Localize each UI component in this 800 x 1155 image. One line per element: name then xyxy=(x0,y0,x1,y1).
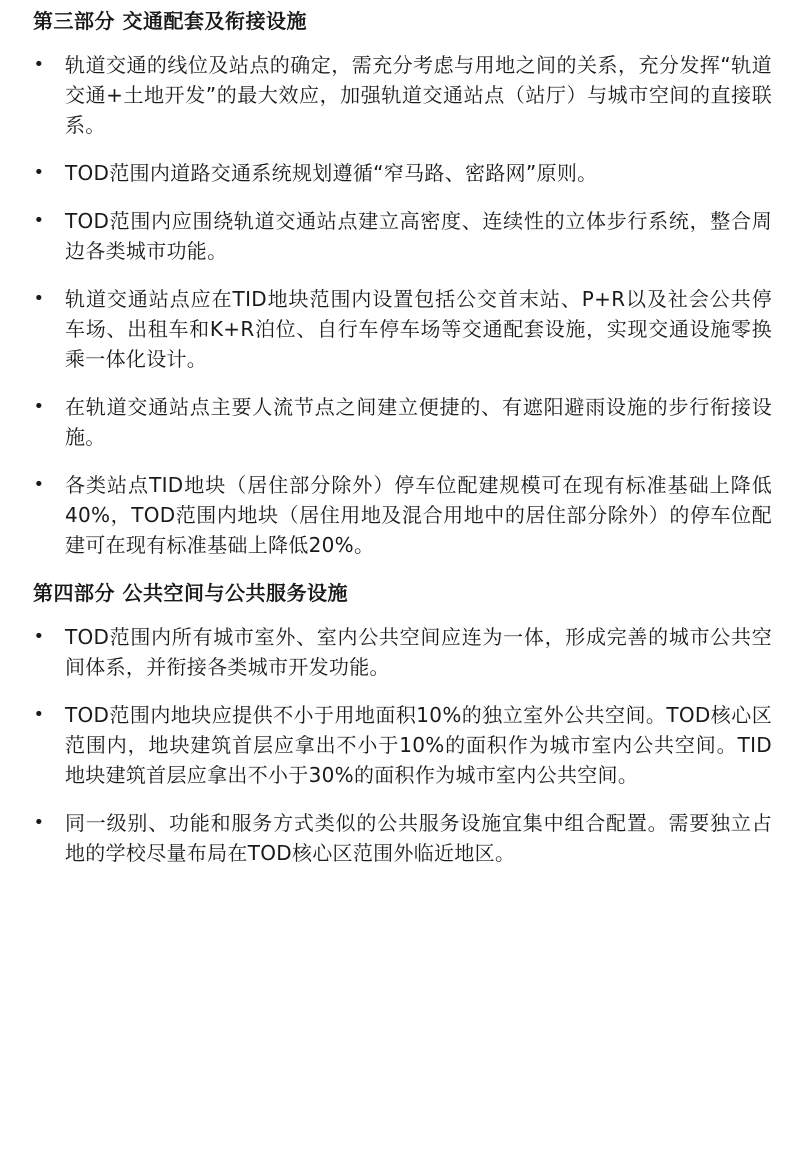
bullet-icon: • xyxy=(33,474,45,495)
list-item xyxy=(33,50,772,140)
list-item-text: 在轨道交通站点主要人流节点之间建立便捷的、有遮阳避雨设施的步行衔接设施。 xyxy=(65,395,772,449)
list-item xyxy=(33,392,772,452)
bullet-icon: • xyxy=(33,626,45,647)
list-item xyxy=(33,622,772,682)
bullet-icon: • xyxy=(33,812,45,833)
list-item-text: TOD范围内应围绕轨道交通站点建立高密度、连续性的立体步行系统，整合周边各类城市功能。 xyxy=(65,209,772,263)
list-item xyxy=(33,808,772,868)
bullet-icon: • xyxy=(33,54,45,75)
bullet-list-part-3 xyxy=(33,50,772,560)
bullet-icon: • xyxy=(33,210,45,231)
list-item-text: TOD范围内所有城市室外、室内公共空间应连为一体，形成完善的城市公共空间体系，并衔接各类城市开发功能。 xyxy=(65,625,772,679)
list-item-text: 轨道交通站点应在TID地块范围内设置包括公交首末站、P+R以及社会公共停车场、出租车和K+R泊位、自行车停车场等交通配套设施，实现交通设施零换乘一体化设计。 xyxy=(65,287,772,371)
list-item-text: TOD范围内道路交通系统规划遵循“窄马路、密路网”原则。 xyxy=(65,161,598,185)
section-title-part-4: 第四部分 公共空间与公共服务设施 xyxy=(33,581,348,605)
bullet-icon: • xyxy=(33,288,45,309)
bullet-icon: • xyxy=(33,396,45,417)
list-item xyxy=(33,158,772,188)
bullet-icon: • xyxy=(33,162,45,183)
list-item-text: 轨道交通的线位及站点的确定，需充分考虑与用地之间的关系，充分发挥“轨道交通+土地开发”的最大效应，加强轨道交通站点（站厅）与城市空间的直接联系。 xyxy=(65,53,772,137)
list-item xyxy=(33,470,772,560)
list-item-text: 同一级别、功能和服务方式类似的公共服务设施宜集中组合配置。需要独立占地的学校尽量布局在TOD核心区范围外临近地区。 xyxy=(65,811,772,865)
bullet-icon: • xyxy=(33,704,45,725)
list-item xyxy=(33,206,772,266)
list-item xyxy=(33,284,772,374)
list-item-text: 各类站点TID地块（居住部分除外）停车位配建规模可在现有标准基础上降低40%，TOD范围内地块（居住用地及混合用地中的居住部分除外）的停车位配建可在现有标准基础上降低20%。 xyxy=(65,473,772,557)
list-item xyxy=(33,700,772,790)
list-item-text: TOD范围内地块应提供不小于用地面积10%的独立室外公共空间。TOD核心区范围内，地块建筑首层应拿出不小于10%的面积作为城市室内公共空间。TID地块建筑首层应拿出不小于30%的面积作为城市室内公共空间。 xyxy=(65,703,772,787)
section-title-part-3: 第三部分 交通配套及衔接设施 xyxy=(33,9,307,33)
bullet-list-part-4 xyxy=(33,622,772,868)
